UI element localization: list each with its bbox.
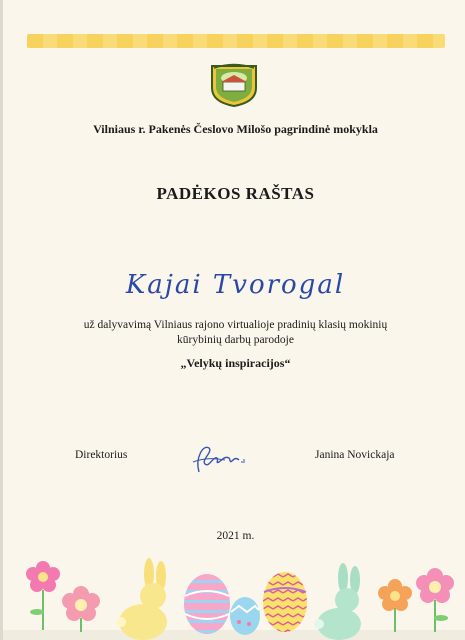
award-description: už dalyvavimą Vilniaus rajono virtualioje pradinių klasių mokinių kūrybinių darbų parodoje <box>83 319 388 346</box>
recipient-name: Kajai Tvorogal <box>125 270 346 300</box>
signatory-name: Janina Novickaja <box>315 449 395 461</box>
exhibition-title: „Velykų inspiracijos“ <box>180 356 291 370</box>
issue-year: 2021 m. <box>216 530 255 542</box>
flower-icon <box>378 579 412 632</box>
flower-icon <box>62 586 100 632</box>
school-emblem-icon <box>208 60 260 108</box>
certificate-title: PADĖKOS RAŠTAS <box>156 184 315 203</box>
easter-egg-icon <box>230 597 260 635</box>
flower-icon <box>416 568 454 632</box>
bunny-icon <box>314 563 361 640</box>
signatory-role: Direktorius <box>75 449 128 461</box>
signature-icon <box>185 438 249 478</box>
school-name: Vilniaus r. Pakenės Česlovo Milošo pagrindinė mokykla <box>93 122 378 136</box>
top-decorative-band <box>27 34 445 48</box>
easter-decoration <box>3 556 465 640</box>
easter-egg-icon <box>184 574 230 634</box>
bunny-icon <box>116 558 167 640</box>
easter-egg-icon <box>263 572 307 632</box>
flower-icon <box>26 561 60 630</box>
